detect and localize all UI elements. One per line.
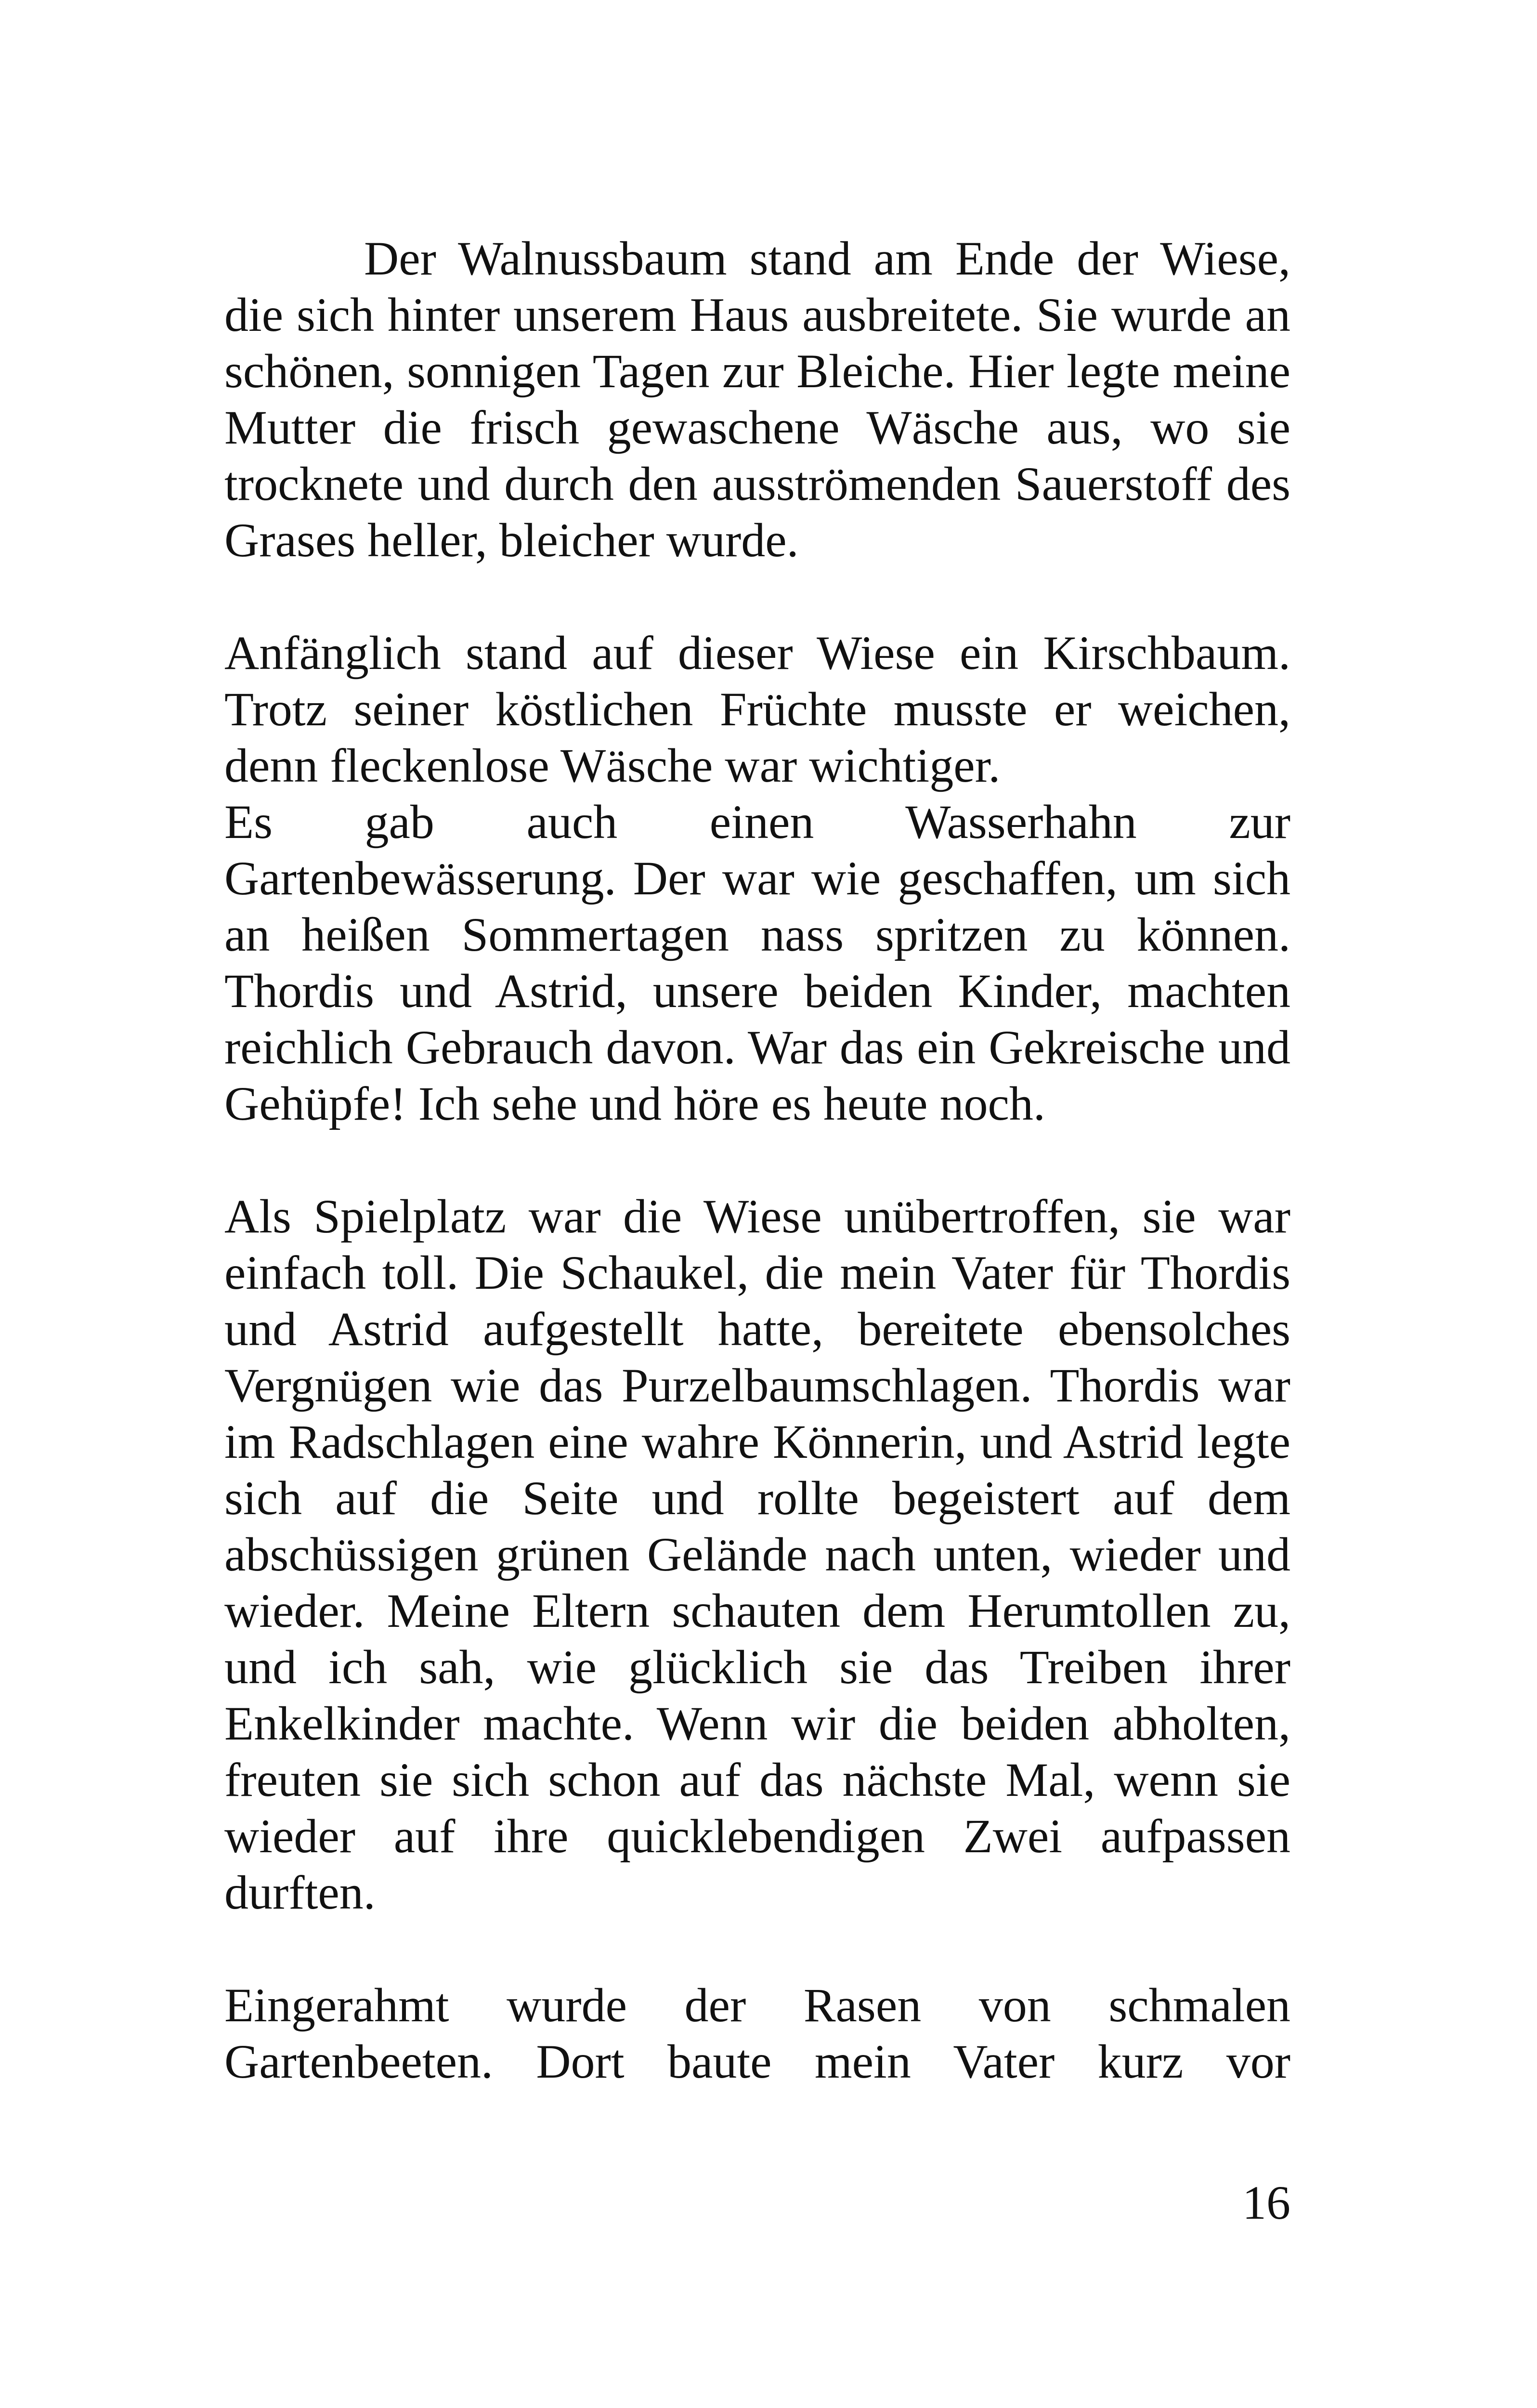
page-number: 16 (1242, 2176, 1290, 2229)
paragraph-garden-beds: Eingerahmt wurde der Rasen von schmalen Gartenbeeten. Dort baute mein Vater kurz vor (224, 1978, 1290, 2088)
paragraph-walnut-tree: Der Walnussbaum stand am Ende der Wiese, die sich hinter unserem Haus ausbreitete. Sie wurde an schönen, sonnigen Tagen zur Bleiche. Hier legte meine Mutter die frisch gewaschene Wäsche aus, wo sie trocknete und durch den ausströmenden Sauerstoff des Grases heller, bleicher wurde. (224, 232, 1290, 567)
paragraph-water-tap: Es gab auch einen Wasserhahn zur Gartenbewässerung. Der war wie geschaffen, um sich an heißen Sommertagen nass spritzen zu können. Thordis und Astrid, unsere beiden Kinder, machten reichlich Gebrauch davon. War das ein Gekreische und Gehüpfe! Ich sehe und höre es heute noch. (224, 795, 1290, 1130)
paragraph-cherry-tree: Anfänglich stand auf dieser Wiese ein Kirschbaum. Trotz seiner köstlichen Früchte musste er weichen, denn fleckenlose Wäsche war wichtiger. (224, 626, 1290, 792)
paragraph-playground: Als Spielplatz war die Wiese unübertroffen, sie war einfach toll. Die Schaukel, die mein Vater für Thordis und Astrid aufgestellt hatte, bereitete ebensolches Vergnügen wie das Purzelbaumschlagen. Thordis war im Radschlagen eine wahre Könnerin, und Astrid legte sich auf die Seite und rollte begeistert auf dem abschüssigen grünen Gelände nach unten, wieder und wieder. Meine Eltern schauten dem Herumtollen zu, und ich sah, wie glücklich sie das Treiben ihrer Enkelkinder machte. Wenn wir die beiden abholten, freuten sie sich schon auf das nächste Mal, wenn sie wieder auf ihre quicklebendigen Zwei aufpassen durften. (224, 1190, 1290, 1919)
body-text (224, 230, 1290, 2090)
